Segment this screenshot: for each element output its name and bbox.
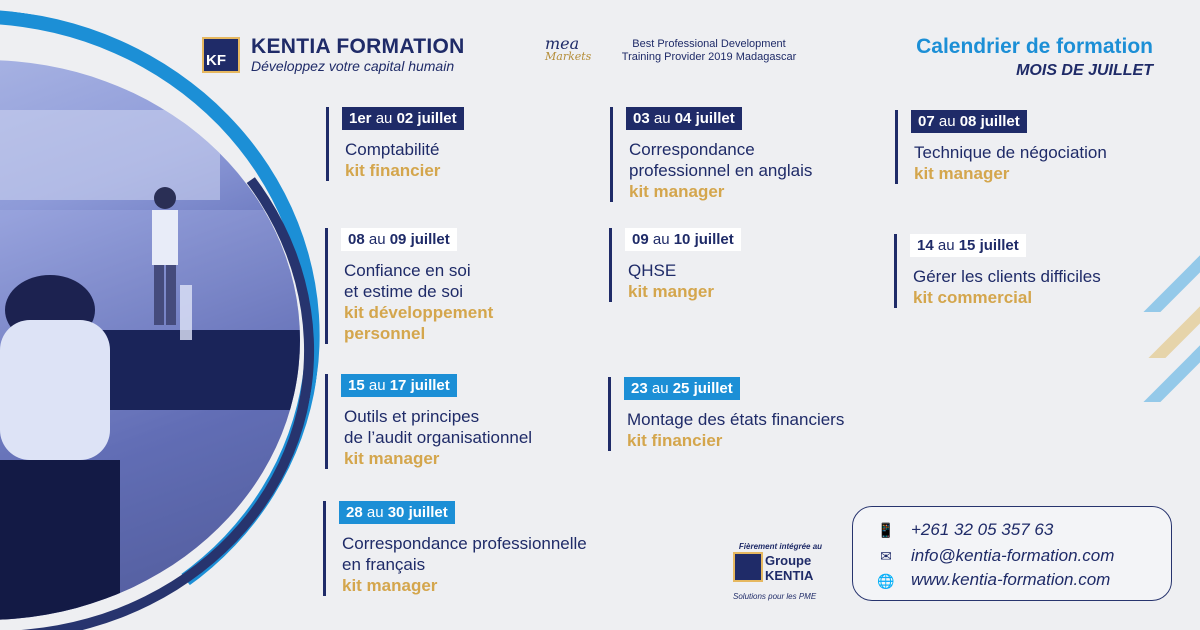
course-item (610, 107, 812, 202)
course-date: 08 au 09 juillet (341, 228, 457, 251)
course-date: 28 au 30 juillet (339, 501, 455, 524)
course-item (325, 228, 493, 344)
course-kit: kit manger (628, 282, 714, 301)
brand-tagline: Développez votre capital humain (251, 58, 455, 74)
contact-phone[interactable]: +261 32 05 357 63 (911, 520, 1054, 539)
course-date: 14 au 15 juillet (910, 234, 1026, 257)
course-title: Technique de négociation (914, 143, 1107, 162)
course-kit: kit financier (627, 431, 723, 450)
course-item (895, 110, 1107, 184)
mail-icon: ✉ (880, 548, 892, 564)
course-date: 09 au 10 juillet (625, 228, 741, 251)
course-title: Correspondance professionnel en anglais (629, 140, 813, 180)
course-date: 07 au 08 juillet (911, 110, 1027, 133)
groupe-tagline: Solutions pour les PME (733, 592, 817, 601)
phone-icon: 📱 (877, 522, 895, 538)
contact-email[interactable]: info@kentia-formation.com (911, 546, 1115, 565)
course-title: Confiance en soi et estime de soi (344, 261, 471, 301)
kentia-logo: KF (202, 37, 240, 73)
course-date: 1er au 02 juillet (342, 107, 464, 130)
course-title: Correspondance professionnelle en français (342, 534, 587, 574)
course-date: 23 au 25 juillet (624, 377, 740, 400)
course-title: Montage des états financiers (627, 410, 845, 429)
course-item (608, 377, 844, 451)
course-item (325, 374, 532, 469)
course-kit: kit manager (914, 164, 1010, 183)
groupe-kentia-logo (733, 552, 763, 582)
course-item (609, 228, 741, 302)
course-title: Gérer les clients difficiles (913, 267, 1101, 286)
course-kit: kit manager (342, 576, 438, 595)
course-item (323, 501, 587, 596)
hero-photo-area (0, 0, 330, 630)
course-title: Comptabilité (345, 140, 440, 159)
course-kit: kit développement personnel (344, 303, 494, 343)
globe-icon: 🌐 (877, 573, 895, 589)
contact-box (852, 506, 1172, 601)
contact-website[interactable]: www.kentia-formation.com (911, 570, 1111, 589)
course-title: Outils et principes de l’audit organisationnel (344, 407, 533, 447)
course-kit: kit commercial (913, 288, 1033, 307)
course-kit: kit financier (345, 161, 441, 180)
course-item (326, 107, 464, 181)
course-item (894, 234, 1101, 308)
course-date: 03 au 04 juillet (626, 107, 742, 130)
course-title: QHSE (628, 261, 677, 280)
groupe-name: Groupe KENTIA (765, 553, 814, 583)
calendar-subtitle: MOIS DE JUILLET (1016, 62, 1153, 79)
decorative-navy-arc (0, 0, 330, 630)
calendar-title: Calendrier de formation (916, 35, 1153, 58)
course-kit: kit manager (629, 182, 725, 201)
course-kit: kit manager (344, 449, 440, 468)
groupe-intro: Fièrement intégrée au (738, 542, 823, 551)
award-text: Best Professional Development Training Provider 2019 Madagascar (621, 38, 797, 63)
brand-name: KENTIA FORMATION (251, 35, 465, 58)
course-date: 15 au 17 juillet (341, 374, 457, 397)
mea-markets-logo: mea Markets (545, 34, 592, 63)
